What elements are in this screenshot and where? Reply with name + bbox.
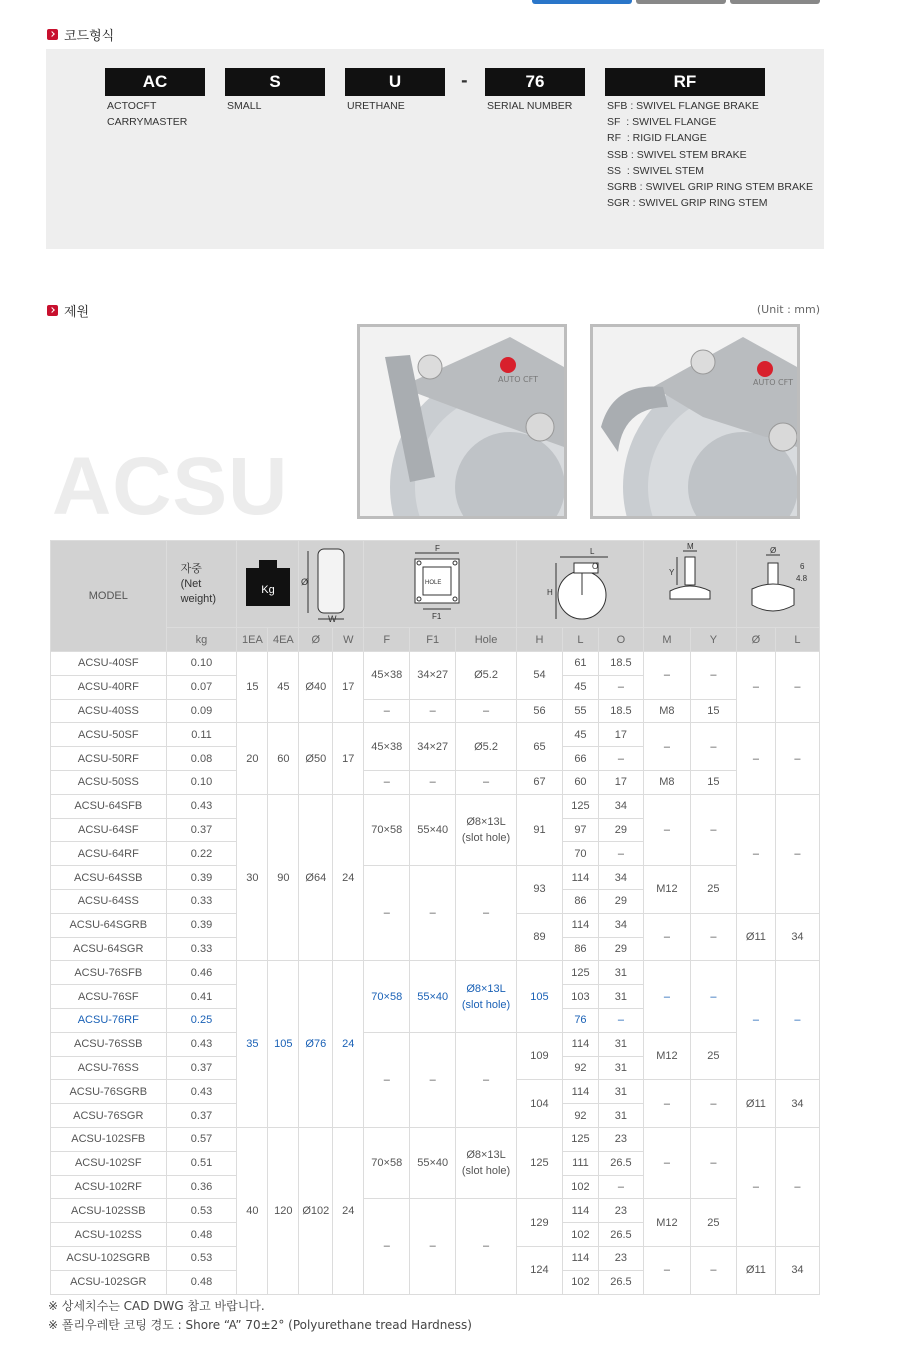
stem-diagram [643, 541, 736, 628]
table-row: ACSU-64SF 0.37 97 29 [51, 818, 820, 842]
unit-l: L [562, 628, 598, 652]
code-box: RF [605, 68, 765, 96]
table-row: ACSU-102RF 0.36 102 – [51, 1175, 820, 1199]
watermark-text: ACSU [52, 441, 289, 532]
note-cad: ※ 상세치수는 CAD DWG 참고 바랍니다. [48, 1299, 265, 1313]
table-row: ACSU-102SSB 0.53 – – – 129 114 23 M12 25 [51, 1199, 820, 1223]
caster-photo-brake-on [357, 324, 567, 519]
stem6-label: 6 [799, 561, 805, 571]
code-desc: ACTOCFT CARRYMASTER [107, 100, 188, 129]
table-row: ACSU-64SGR 0.33 86 29 [51, 937, 820, 961]
table-row: ACSU-64SSB 0.39 – – – 93 114 34 M12 25 [51, 866, 820, 890]
grip-ring-diagram [736, 541, 819, 628]
unit-1ea: 1EA [237, 628, 268, 652]
dia-label: Ø [301, 576, 309, 587]
table-row: ACSU-40SS 0.09 – – – 56 55 18.5 M8 15 [51, 699, 820, 723]
unit-dia: Ø [299, 628, 333, 652]
section-spec [47, 301, 89, 320]
chevron-right-icon [47, 305, 58, 316]
unit-m: M [643, 628, 690, 652]
table-row: ACSU-64SFB 0.43 30 90 Ø64 24 70×58 55×40 Ø8×13L (slot hole) 91 125 34 – – – – [51, 794, 820, 818]
table-row: ACSU-76SS 0.37 92 31 [51, 1056, 820, 1080]
table-row: ACSU-102SFB 0.57 40 120 Ø102 24 70×58 55×40 Ø8×13L (slot hole) 125 125 23 – – – – [51, 1127, 820, 1151]
unit-f1: F1 [410, 628, 456, 652]
section-title: 코드형식 [64, 29, 115, 44]
table-row: ACSU-102SGRB 0.53 124 114 23 – – Ø11 34 [51, 1246, 820, 1270]
unit-w: W [333, 628, 364, 652]
table-row: ACSU-64SGRB 0.39 89 114 34 – – Ø11 34 [51, 913, 820, 937]
table-row: ACSU-50RF 0.08 66 – [51, 747, 820, 771]
table-row: ACSU-76SGR 0.37 92 31 [51, 1104, 820, 1128]
height-diagram [516, 541, 643, 628]
y-label: Y [668, 567, 675, 577]
flange-diagram [364, 541, 517, 628]
code-box: AC [105, 68, 205, 96]
h-label: H [546, 587, 553, 597]
spec-table [50, 540, 820, 1295]
table-row: ACSU-50SF 0.11 20 60 Ø50 17 45×38 34×27 Ø5.2 65 45 17 – – – – [51, 723, 820, 747]
unit-4ea: 4EA [268, 628, 299, 652]
weight-diagram [237, 541, 299, 628]
unit-kg: kg [166, 628, 237, 652]
w-label: W [328, 613, 337, 623]
unit-o: O [598, 628, 643, 652]
code-box: S [225, 68, 325, 96]
l-label: L [589, 546, 595, 556]
f1-label: F1 [432, 611, 442, 621]
logo-text: AUTO CFT [498, 375, 538, 384]
table-row: ACSU-64SS 0.33 86 29 [51, 889, 820, 913]
chevron-right-icon [47, 29, 58, 40]
hole-label: HOLE [425, 579, 442, 586]
unit-hole: Hole [456, 628, 517, 652]
stem48-label: 4.8 [795, 573, 808, 583]
caster-photo-brake-off [590, 324, 800, 519]
code-desc: SERIAL NUMBER [487, 100, 573, 112]
table-row: ACSU-76SGRB 0.43 104 114 31 – – Ø11 34 [51, 1080, 820, 1104]
unit-h: H [516, 628, 562, 652]
top-tab[interactable] [636, 0, 726, 4]
code-desc: SFB : SWIVEL FLANGE BRAKE SF : SWIVEL FLANGE RF : RIGID FLANGE SSB : SWIVEL STEM BRAKE SS : SWIVEL STEM SGRB : SWIVEL GRIP RING STEM BRAKE SGR : SWIVEL GRIP RING STEM [607, 100, 813, 210]
table-row: ACSU-50SS 0.10 – – – 67 60 17 M8 15 [51, 770, 820, 794]
top-tab-active[interactable] [532, 0, 632, 4]
section-title: 제원 [64, 305, 90, 320]
code-format-box [46, 49, 824, 249]
m-label: M [686, 542, 694, 551]
code-box: U [345, 68, 445, 96]
code-dash: - [461, 71, 468, 90]
table-row: ACSU-102SGR 0.48 102 26.5 [51, 1270, 820, 1294]
unit-label: (Unit : mm) [756, 303, 820, 316]
unit-stem-dia: Ø [736, 628, 775, 652]
top-tab[interactable] [730, 0, 820, 4]
table-row: ACSU-76SFB 0.46 35 105 Ø76 24 70×58 55×40 Ø8×13L (slot hole) 105 125 31 – – – – [51, 961, 820, 985]
stem-dia-label: Ø [769, 545, 777, 555]
f-label: F [435, 543, 441, 553]
table-row: ACSU-64RF 0.22 70 – [51, 842, 820, 866]
table-row: ACSU-76SF 0.41 103 31 [51, 985, 820, 1009]
logo-text: AUTO CFT [753, 378, 793, 387]
o-label: O [591, 561, 599, 571]
note-hardness: ※ 폴리우레탄 코팅 경도 : Shore “A” 70±2° (Polyurethane tread Hardness) [48, 1318, 472, 1332]
code-desc: SMALL [227, 100, 262, 112]
kg-icon: Kg [261, 583, 275, 596]
section-code-format [47, 25, 114, 44]
table-row: ACSU-76RF 0.25 76 – [51, 1008, 820, 1032]
table-row: ACSU-40SF 0.10 15 45 Ø40 17 45×38 34×27 Ø5.2 54 61 18.5 – – – – [51, 652, 820, 676]
code-box: 76 [485, 68, 585, 96]
code-desc: URETHANE [347, 100, 405, 112]
table-row: ACSU-102SS 0.48 102 26.5 [51, 1223, 820, 1247]
unit-y: Y [690, 628, 736, 652]
unit-stem-l: L [775, 628, 819, 652]
weight-header: 자중 (Net weight) [166, 541, 237, 628]
table-row: ACSU-102SF 0.51 111 26.5 [51, 1151, 820, 1175]
unit-f: F [364, 628, 410, 652]
wheel-diagram [299, 541, 364, 628]
table-row: ACSU-40RF 0.07 45 – [51, 675, 820, 699]
model-header: MODEL [51, 541, 167, 652]
table-row: ACSU-76SSB 0.43 – – – 109 114 31 M12 25 [51, 1032, 820, 1056]
